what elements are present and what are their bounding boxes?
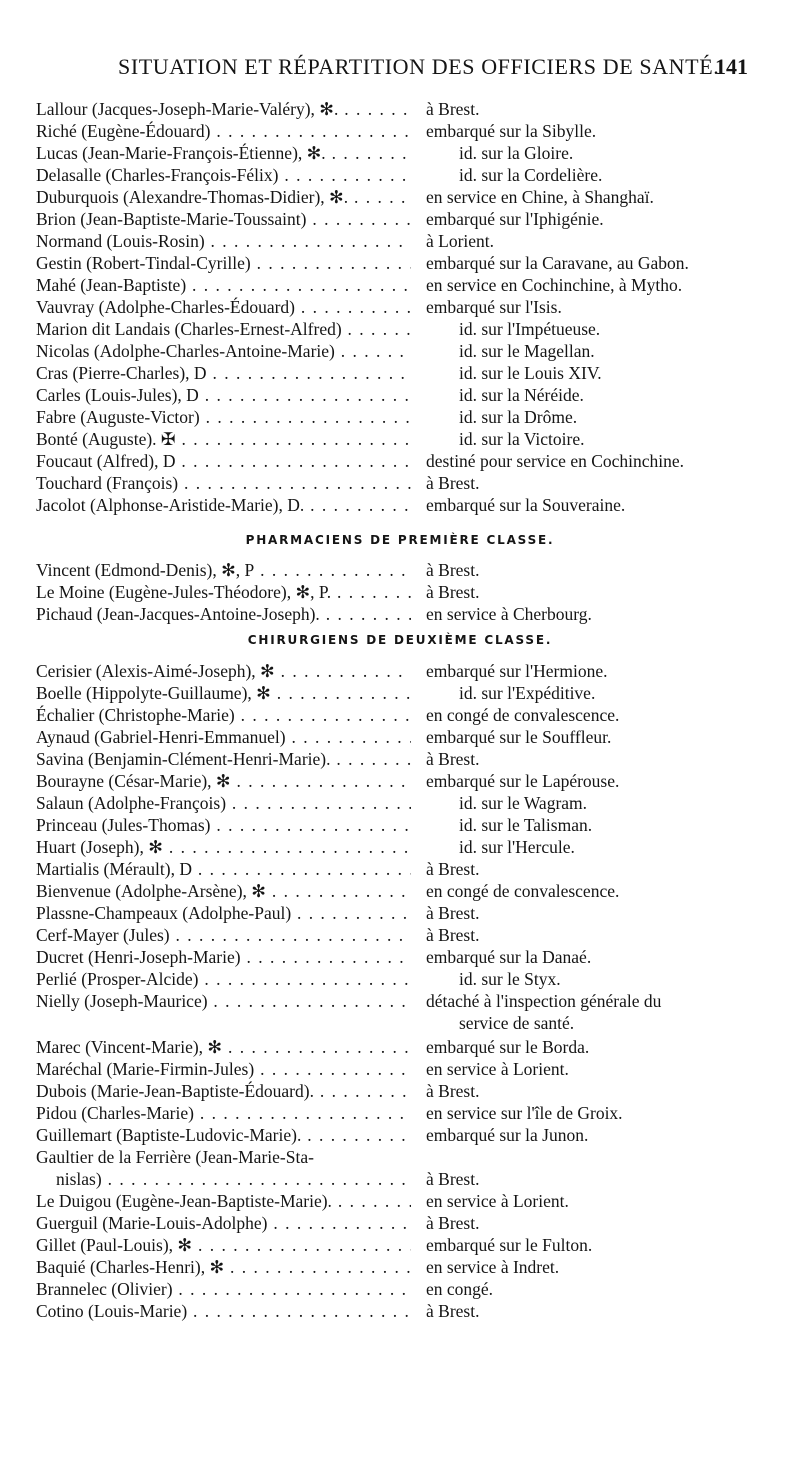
- list-row-continuation: [0, 1168, 800, 1190]
- officer-name: Guerguil (Marie-Louis-Adolphe) . . .: [36, 1212, 411, 1234]
- officer-name: Duburquois (Alexandre-Thomas-Didier), ✻. . . .: [36, 186, 411, 208]
- officer-status: id. sur la Gloire.: [459, 143, 574, 163]
- officer-status: embarqué sur la Souveraine.: [426, 495, 626, 515]
- officer-status-continuation: service de santé.: [459, 1013, 575, 1033]
- list-row: [0, 164, 800, 186]
- page-title: SITUATION ET RÉPARTITION DES OFFICIERS DE SANTÉ.: [118, 54, 720, 79]
- officer-name: Boelle (Hippolyte-Guillaume), ✻ . . .: [36, 682, 411, 704]
- list-row: [0, 682, 800, 704]
- officer-name: Foucaut (Alfred), D . . .: [36, 450, 411, 472]
- list-row: [0, 902, 800, 924]
- officer-status: embarqué sur la Junon.: [426, 1125, 589, 1145]
- officer-status: à Brest.: [426, 1301, 480, 1321]
- officer-status: embarqué sur l'Iphigénie.: [426, 209, 604, 229]
- list-row: [0, 252, 800, 274]
- officer-status: embarqué sur la Sibylle.: [426, 121, 597, 141]
- section-heading-pharmaciens: PHARMACIENS DE PREMIÈRE CLASSE.: [245, 533, 555, 547]
- officer-status: id. sur la Cordelière.: [459, 165, 603, 185]
- officer-name: Pidou (Charles-Marie) . . .: [36, 1102, 411, 1124]
- officer-status: à Brest.: [426, 473, 480, 493]
- officer-status: à Brest.: [426, 859, 480, 879]
- officer-name: Vincent (Edmond-Denis), ✻, P . . .: [36, 559, 411, 581]
- list-row: [0, 726, 800, 748]
- officer-name: Savina (Benjamin-Clément-Henri-Marie). . . .: [36, 748, 411, 770]
- officer-name: Lucas (Jean-Marie-François-Étienne), ✻. . . .: [36, 142, 411, 164]
- officer-name: Jacolot (Alphonse-Aristide-Marie), D. . . .: [36, 494, 411, 516]
- officer-name: Guillemart (Baptiste-Ludovic-Marie). . . .: [36, 1124, 411, 1146]
- officer-name: Gillet (Paul-Louis), ✻ . . .: [36, 1234, 411, 1256]
- list-row: [0, 1300, 800, 1322]
- list-row: [0, 362, 800, 384]
- list-row-continuation: [0, 1012, 800, 1034]
- officer-name: Ducret (Henri-Joseph-Marie) . . .: [36, 946, 411, 968]
- list-row: [0, 968, 800, 990]
- officer-status: détaché à l'inspection générale du: [426, 991, 662, 1011]
- officer-status: à Brest.: [426, 749, 480, 769]
- officer-status: id. sur le Magellan.: [459, 341, 595, 361]
- officer-status: id. sur l'Expéditive.: [459, 683, 596, 703]
- officer-status: à Brest.: [426, 903, 480, 923]
- officer-status: à Brest.: [426, 582, 480, 602]
- officer-name: Bienvenue (Adolphe-Arsène), ✻ . . .: [36, 880, 411, 902]
- officer-status: en service à Lorient.: [426, 1191, 569, 1211]
- officer-status: id. sur le Styx.: [459, 969, 561, 989]
- officer-name: Dubois (Marie-Jean-Baptiste-Édouard). . . .: [36, 1080, 411, 1102]
- page-number: 141: [715, 54, 748, 79]
- officer-status: embarqué sur le Borda.: [426, 1037, 590, 1057]
- list-row: [0, 1058, 800, 1080]
- list-row: [0, 428, 800, 450]
- list-row: [0, 274, 800, 296]
- list-row: [0, 142, 800, 164]
- officer-name: Plassne-Champeaux (Adolphe-Paul) . . .: [36, 902, 411, 924]
- officer-status: en service en Cochinchine, à Mytho.: [426, 275, 683, 295]
- officer-name: Perlié (Prosper-Alcide) . . .: [36, 968, 411, 990]
- officer-status: en service à Indret.: [426, 1257, 560, 1277]
- officer-name: Aynaud (Gabriel-Henri-Emmanuel) . . .: [36, 726, 411, 748]
- list-row: [0, 1190, 800, 1212]
- officer-status: en congé de convalescence.: [426, 705, 620, 725]
- list-row: [0, 340, 800, 362]
- officer-status: id. sur l'Hercule.: [459, 837, 575, 857]
- officer-status: à Brest.: [426, 1213, 480, 1233]
- officer-status: id. sur l'Impétueuse.: [459, 319, 601, 339]
- list-row: [0, 1278, 800, 1300]
- list-row: [0, 836, 800, 858]
- officer-name: Cerf-Mayer (Jules) . . .: [36, 924, 411, 946]
- list-row: [0, 98, 800, 120]
- list-row: [0, 230, 800, 252]
- officer-status: embarqué sur le Fulton.: [426, 1235, 593, 1255]
- officer-status: embarqué sur l'Isis.: [426, 297, 562, 317]
- officer-name-continuation: nislas) . . .: [56, 1168, 411, 1190]
- list-row: [0, 660, 800, 682]
- officer-status: id. sur la Drôme.: [459, 407, 578, 427]
- officer-name: Maréchal (Marie-Firmin-Jules) . . .: [36, 1058, 411, 1080]
- officer-status: id. sur le Wagram.: [459, 793, 588, 813]
- list-row: [0, 748, 800, 770]
- officer-name: Brion (Jean-Baptiste-Marie-Toussaint) . . .: [36, 208, 411, 230]
- officer-status: en service en Chine, à Shanghaï.: [426, 187, 654, 207]
- officer-name: Nielly (Joseph-Maurice) . . .: [36, 990, 411, 1012]
- list-row: [0, 858, 800, 880]
- officer-name: Le Duigou (Eugène-Jean-Baptiste-Marie). . . .: [36, 1190, 411, 1212]
- officer-name: Pichaud (Jean-Jacques-Antoine-Joseph). . . .: [36, 603, 411, 625]
- list-row: [0, 406, 800, 428]
- list-row: [0, 208, 800, 230]
- officer-name: Fabre (Auguste-Victor) . . .: [36, 406, 411, 428]
- list-row: [0, 318, 800, 340]
- list-row: [0, 1234, 800, 1256]
- officer-name: Le Moine (Eugène-Jules-Théodore), ✻, P. . . .: [36, 581, 411, 603]
- list-row: [0, 1036, 800, 1058]
- officer-name: Bonté (Auguste). ✠ . . .: [36, 428, 411, 450]
- list-row: [0, 1212, 800, 1234]
- officer-status: embarqué sur l'Hermione.: [426, 661, 608, 681]
- officer-status: embarqué sur la Danaé.: [426, 947, 592, 967]
- officer-status: en congé.: [426, 1279, 494, 1299]
- list-row: [0, 296, 800, 318]
- officer-status: embarqué sur la Caravane, au Gabon.: [426, 253, 689, 273]
- list-row: [0, 494, 800, 516]
- officer-name: Gaultier de la Ferrière (Jean-Marie-Sta-: [36, 1147, 314, 1167]
- list-row: [0, 1124, 800, 1146]
- officer-name: Vauvray (Adolphe-Charles-Édouard) . . .: [36, 296, 411, 318]
- officer-name: Gestin (Robert-Tindal-Cyrille) . . .: [36, 252, 411, 274]
- list-row: [0, 946, 800, 968]
- officer-status: à Brest.: [426, 925, 480, 945]
- officer-status: à Brest.: [426, 1169, 480, 1189]
- officer-status: embarqué sur le Lapérouse.: [426, 771, 620, 791]
- officer-name: Bourayne (César-Marie), ✻ . . .: [36, 770, 411, 792]
- section-heading-chirurgiens: CHIRURGIENS DE DEUXIÈME CLASSE.: [247, 633, 553, 647]
- officer-status: en service à Lorient.: [426, 1059, 569, 1079]
- list-row: [0, 1146, 800, 1168]
- officer-name: Mahé (Jean-Baptiste) . . .: [36, 274, 411, 296]
- list-row: [0, 924, 800, 946]
- officer-name: Brannelec (Olivier) . . .: [36, 1278, 411, 1300]
- officer-status: à Lorient.: [426, 231, 495, 251]
- list-row: [0, 581, 800, 603]
- officer-name: Lallour (Jacques-Joseph-Marie-Valéry), ✻. . . .: [36, 98, 411, 120]
- officer-status: à Brest.: [426, 1081, 480, 1101]
- officer-name: Cotino (Louis-Marie) . . .: [36, 1300, 411, 1322]
- officer-name: Cerisier (Alexis-Aimé-Joseph), ✻ . . .: [36, 660, 411, 682]
- officer-status: en service sur l'île de Groix.: [426, 1103, 623, 1123]
- officer-status: en congé de convalescence.: [426, 881, 620, 901]
- list-row: [0, 1102, 800, 1124]
- list-row: [0, 990, 800, 1012]
- officer-status: id. sur la Néréide.: [459, 385, 584, 405]
- list-row: [0, 1080, 800, 1102]
- list-row: [0, 814, 800, 836]
- list-row: [0, 1256, 800, 1278]
- officer-name: Delasalle (Charles-François-Félix) . . .: [36, 164, 411, 186]
- officer-status: id. sur le Louis XIV.: [459, 363, 602, 383]
- page-header: [118, 54, 748, 84]
- officer-name: Nicolas (Adolphe-Charles-Antoine-Marie) . . .: [36, 340, 411, 362]
- list-row: [0, 704, 800, 726]
- list-row: [0, 559, 800, 581]
- officer-name: Baquié (Charles-Henri), ✻ . . .: [36, 1256, 411, 1278]
- list-row: [0, 880, 800, 902]
- officer-status: en service à Cherbourg.: [426, 604, 592, 624]
- list-row: [0, 472, 800, 494]
- officer-name: Marec (Vincent-Marie), ✻ . . .: [36, 1036, 411, 1058]
- list-row: [0, 450, 800, 472]
- officer-status: embarqué sur le Souffleur.: [426, 727, 612, 747]
- officer-name: Touchard (François) . . .: [36, 472, 411, 494]
- officer-status: id. sur le Talisman.: [459, 815, 593, 835]
- officer-name: Marion dit Landais (Charles-Ernest-Alfred) . . .: [36, 318, 411, 340]
- officer-status: id. sur la Victoire.: [459, 429, 585, 449]
- officer-name: Martialis (Mérault), D . . .: [36, 858, 411, 880]
- officer-status: à Brest.: [426, 560, 480, 580]
- list-row: [0, 120, 800, 142]
- officer-name: Huart (Joseph), ✻ . . .: [36, 836, 411, 858]
- officer-name: Échalier (Christophe-Marie) . . .: [36, 704, 411, 726]
- list-row: [0, 792, 800, 814]
- officer-name: Salaun (Adolphe-François) . . .: [36, 792, 411, 814]
- officer-name: Princeau (Jules-Thomas) . . .: [36, 814, 411, 836]
- officer-name: Riché (Eugène-Édouard) . . .: [36, 120, 411, 142]
- officer-name: Cras (Pierre-Charles), D . . .: [36, 362, 411, 384]
- list-row: [0, 603, 800, 625]
- officer-status: destiné pour service en Cochinchine.: [426, 451, 685, 471]
- list-row: [0, 770, 800, 792]
- list-row: [0, 384, 800, 406]
- officer-name: Normand (Louis-Rosin) . . .: [36, 230, 411, 252]
- officer-status: à Brest.: [426, 99, 480, 119]
- list-row: [0, 186, 800, 208]
- officer-name: Carles (Louis-Jules), D . . .: [36, 384, 411, 406]
